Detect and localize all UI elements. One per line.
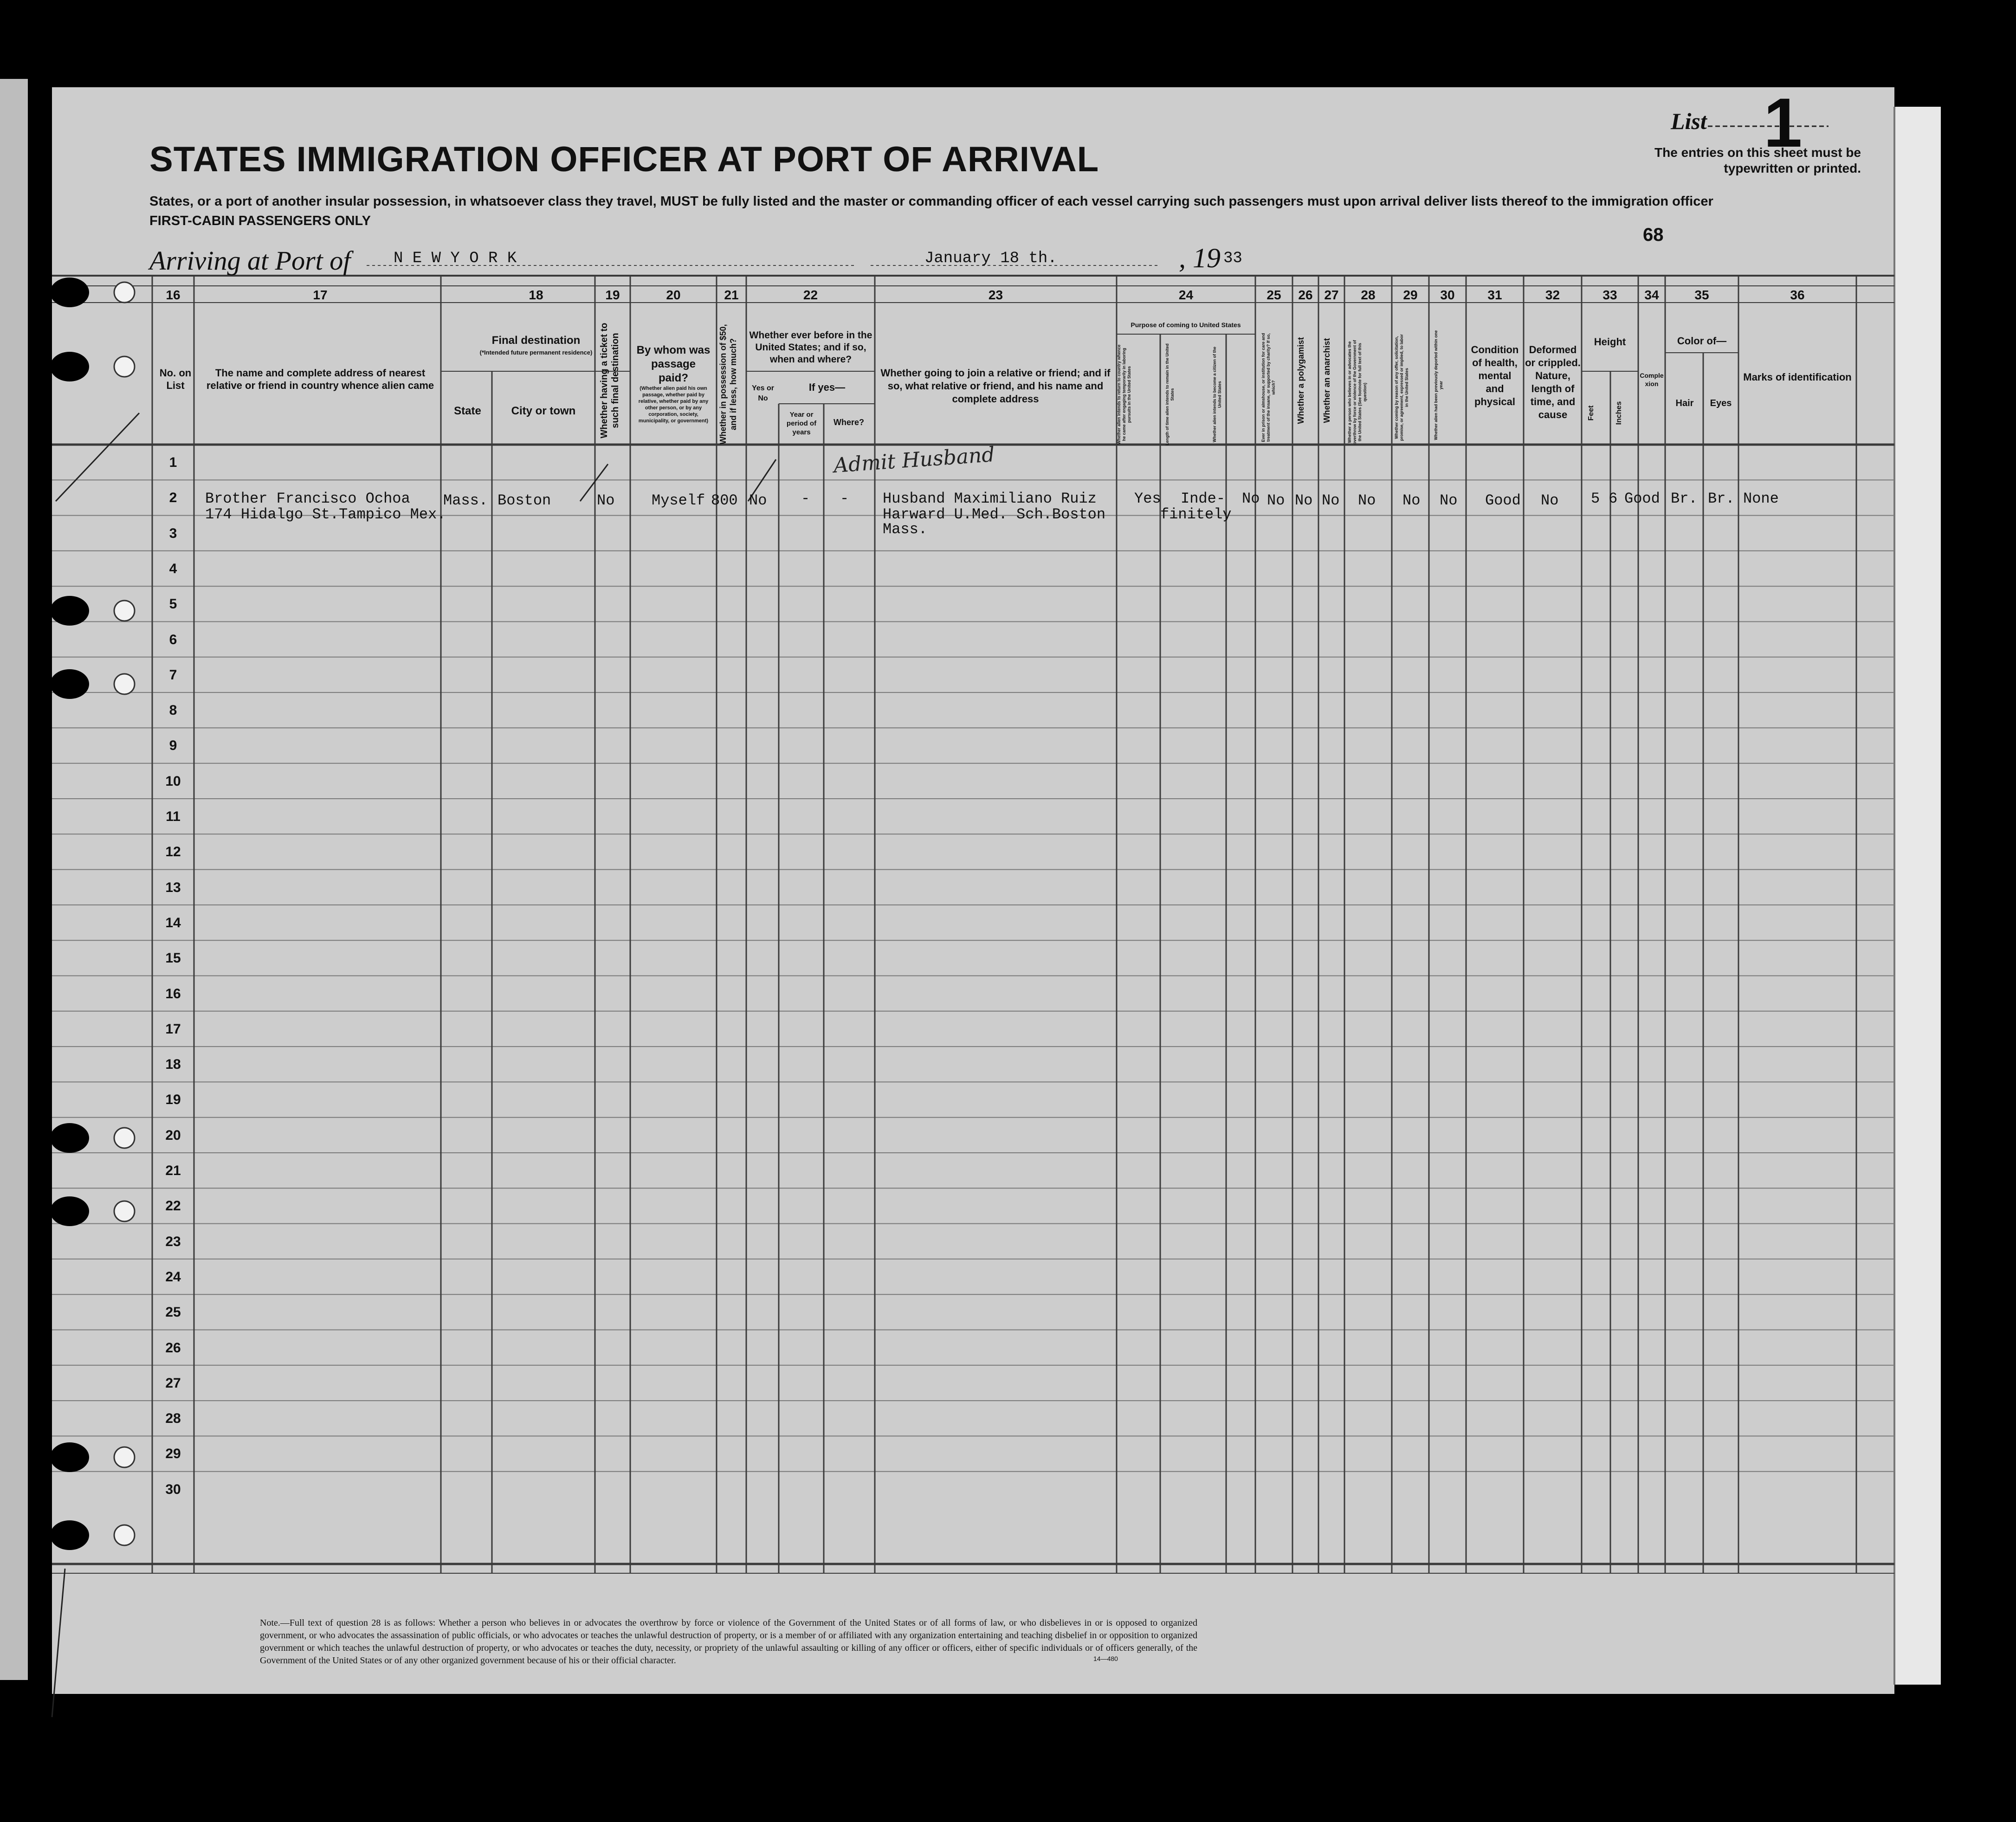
header-return: Whether alien intends to return to country whence he came after engaging temporarily in laboring pursuits in the United States xyxy=(1117,344,1131,445)
header-ever-before: Whether ever before in the United States; and if so, when and where? xyxy=(749,330,872,365)
length-of-stay-1: Inde- xyxy=(1181,490,1226,507)
ticket-value: No xyxy=(597,492,615,509)
col-num-28: 28 xyxy=(1361,288,1376,302)
row-number: 14 xyxy=(165,915,181,930)
page-number: 68 xyxy=(1643,225,1664,245)
header-complexion: Complexion xyxy=(1640,372,1664,388)
punch-hole xyxy=(50,278,89,307)
header-prison: Ever in prison or almshouse, or institution for care and treatment of the insane, or supported by charity? If so, which? xyxy=(1261,333,1276,442)
reinforcement-ring xyxy=(114,1201,135,1221)
col-num-24: 24 xyxy=(1178,288,1194,302)
row-number: 9 xyxy=(169,738,177,754)
list-number: 1 xyxy=(1764,84,1803,162)
col-num-18: 18 xyxy=(529,288,543,302)
reinforcement-ring xyxy=(114,601,135,621)
row-number: 17 xyxy=(165,1021,181,1037)
header-deported: Whether alien had been previously deported within one year xyxy=(1434,330,1443,440)
header-citizen: Whether alien intends to become a citizen of the United States xyxy=(1212,346,1222,443)
row-number: 26 xyxy=(165,1340,181,1356)
year-prefix: , 19 xyxy=(1179,243,1221,273)
arrival-date: January 18 th. xyxy=(924,250,1057,267)
destination-state: Mass. xyxy=(443,492,488,509)
col-num-26: 26 xyxy=(1298,288,1313,302)
height-inches: 6 xyxy=(1609,490,1618,507)
punch-hole xyxy=(50,1442,89,1472)
complexion-value: Good xyxy=(1624,490,1660,507)
relative-address: 174 Hidalgo St.Tampico Mex. xyxy=(205,506,446,523)
row-number: 16 xyxy=(165,986,181,1001)
col-num-35: 35 xyxy=(1694,288,1709,302)
header-length-of-stay: Length of time alien intends to remain in the United States xyxy=(1165,343,1175,446)
col-num-36: 36 xyxy=(1790,288,1805,302)
overthrow-value: No xyxy=(1358,492,1376,509)
list-label: List xyxy=(1671,108,1707,134)
col-num-34: 34 xyxy=(1644,288,1659,302)
header-eyes: Eyes xyxy=(1710,398,1732,408)
identification-marks: None xyxy=(1743,490,1779,507)
col-num-33: 33 xyxy=(1602,288,1617,302)
col-num-17: 17 xyxy=(313,288,328,302)
header-health: Condition of health, mental and physical xyxy=(1471,344,1519,407)
row-number: 11 xyxy=(166,809,181,824)
row-number: 5 xyxy=(169,596,177,612)
punch-hole xyxy=(50,669,89,699)
health-value: Good xyxy=(1485,492,1521,509)
row-number: 19 xyxy=(165,1092,181,1108)
header-yes-no: Yes or No xyxy=(751,384,775,402)
header-ticket: Whether having a ticket to such final destination xyxy=(599,323,620,439)
polygamist-value: No xyxy=(1295,492,1313,509)
passage-paid-by: Myself xyxy=(652,492,705,509)
col-num-25: 25 xyxy=(1266,288,1281,302)
punch-hole xyxy=(50,596,89,626)
col-num-23: 23 xyxy=(988,288,1003,302)
col-num-30: 30 xyxy=(1440,288,1455,302)
anarchist-value: No xyxy=(1322,492,1340,509)
header-nearest-relative: The name and complete address of nearest relative or friend in country whence alien came xyxy=(206,367,434,391)
row-number: 4 xyxy=(169,561,177,576)
col-num-22: 22 xyxy=(803,288,818,302)
header-year: Year or period of years xyxy=(786,411,817,436)
col-num-20: 20 xyxy=(666,288,681,302)
header-passage-paid: By whom was passage paid? xyxy=(636,344,711,384)
ever-before-value: No xyxy=(749,492,767,509)
relative-name: Brother Francisco Ochoa xyxy=(205,490,410,507)
row-number: 1 xyxy=(169,455,177,470)
header-overthrow: Whether a person who believes in or advocates the overthrow by force or violence of the Government of the United States (See footnote for full text of this question) xyxy=(1347,340,1367,445)
row-number: 25 xyxy=(165,1305,181,1320)
row-number: 29 xyxy=(165,1446,181,1462)
punch-hole xyxy=(50,1520,89,1550)
row-number: 2 xyxy=(169,490,177,506)
join-relative-state: Mass. xyxy=(883,521,928,538)
header-deformed: Deformed or crippled. Nature, length of time, and cause xyxy=(1525,344,1581,420)
join-relative-name: Husband Maximiliano Ruiz xyxy=(883,490,1097,507)
row-number: 30 xyxy=(165,1481,181,1497)
citizen-value: No xyxy=(1242,490,1260,507)
header-purpose: Purpose of coming to United States xyxy=(1131,321,1241,329)
col-num-16: 16 xyxy=(166,288,181,302)
money-amount: 800 xyxy=(711,492,738,509)
header-join-relative: Whether going to join a relative or friend; and if so, what relative or friend, and his name and complete address xyxy=(880,367,1111,405)
header-final-destination: Final destination xyxy=(491,334,581,347)
join-relative-address: Harward U.Med. Sch.Boston xyxy=(883,506,1106,523)
row-number: 22 xyxy=(165,1198,181,1214)
row-number: 23 xyxy=(165,1234,181,1249)
header-feet: Feet xyxy=(1587,405,1595,421)
header-marks: Marks of identification xyxy=(1743,371,1852,383)
row-number: 7 xyxy=(169,667,177,683)
col-num-31: 31 xyxy=(1487,288,1502,302)
header-hair: Hair xyxy=(1675,398,1694,408)
passenger-class: FIRST-CABIN PASSENGERS ONLY xyxy=(149,213,371,228)
row-number: 15 xyxy=(165,950,181,966)
eye-color: Br. xyxy=(1708,490,1735,507)
handwritten-annotation: Admit Husband xyxy=(833,442,995,478)
header-state: State xyxy=(454,405,481,417)
reinforcement-ring xyxy=(114,1525,135,1545)
col-num-27: 27 xyxy=(1324,288,1339,302)
form-sheet xyxy=(52,87,1894,1694)
row-number: 27 xyxy=(165,1375,181,1391)
row-number: 6 xyxy=(169,632,177,647)
header-no-on-list: No. on List xyxy=(159,367,192,391)
header-color-of: Color of— xyxy=(1677,335,1727,347)
labor-offer-value: No xyxy=(1402,492,1421,509)
row-number: 12 xyxy=(165,844,181,860)
form-title: STATES IMMIGRATION OFFICER AT PORT OF ARRIVAL xyxy=(149,140,1099,179)
form-instructions: States, or a port of another insular possession, in whatsoever class they travel, MUST be fully listed and the master or commanding officer of each vessel carrying such passengers must upon arrival deliver lists thereof to the immigration officer xyxy=(149,194,1713,209)
reinforcement-ring xyxy=(114,356,135,377)
punch-hole xyxy=(50,352,89,381)
reinforcement-ring xyxy=(114,282,135,303)
year-suffix: 33 xyxy=(1223,250,1242,267)
header-passage-paid-note: (Whether alien paid his own passage, whether paid by relative, whether paid by any other person, or by any corporation, society, municipality, or government) xyxy=(638,386,709,424)
header-anarchist: Whether an anarchist xyxy=(1322,338,1331,423)
reinforcement-ring xyxy=(114,1447,135,1467)
header-final-destination-note: (*Intended future permanent residence) xyxy=(479,349,593,356)
header-height: Height xyxy=(1594,336,1626,348)
port-label: Arriving at Port of xyxy=(149,246,351,276)
prison-value: No xyxy=(1267,492,1285,509)
punch-hole xyxy=(50,1123,89,1153)
row-number: 10 xyxy=(165,773,181,789)
row-number: 18 xyxy=(165,1057,181,1073)
col-num-32: 32 xyxy=(1545,288,1560,302)
row-number: 20 xyxy=(165,1127,181,1143)
row-number: 13 xyxy=(165,879,181,895)
adjacent-page-edge xyxy=(0,79,28,1680)
form-number: 14—480 xyxy=(1093,1655,1118,1662)
reinforcement-ring xyxy=(114,674,135,694)
hair-color: Br. xyxy=(1671,490,1698,507)
row-number: 8 xyxy=(169,703,177,718)
right-page-edge xyxy=(1894,107,1941,1685)
col-num-29: 29 xyxy=(1403,288,1418,302)
year-value: - xyxy=(801,490,810,507)
header-money: Whether in possession of $50, and if less, how much? xyxy=(718,324,738,445)
return-value: Yes xyxy=(1134,490,1161,507)
footnote-question-28: Note.—Full text of question 28 is as follows: Whether a person who believes in or advocates the overthrow by force or violence of the Government of the United States or of all forms of law, or who disbelieves in or is opposed to organized government, or who advocates the assassination of public officials, or who advocates or teaches the unlawful destruction of property, or is a member of or affiliated with any organization entertaining and teaching disbelief in or opposition to organized government or which teaches the unlawful destruction of property, or who advocates or teaches the duty, necessity, or propriety of the unlawful assaulting or killing of any officer or officers, either of specific individuals or of officers generally, of the Government of the United States or of any other organized government because of his or their official character. xyxy=(260,1618,1197,1666)
row-number: 3 xyxy=(169,525,177,541)
row-number: 21 xyxy=(165,1163,181,1178)
destination-city: Boston xyxy=(498,492,551,509)
row-number: 28 xyxy=(165,1411,181,1427)
punch-hole xyxy=(50,1196,89,1226)
header-polygamist: Whether a polygamist xyxy=(1296,337,1305,424)
col-num-21: 21 xyxy=(724,288,739,302)
height-feet: 5 xyxy=(1591,490,1600,507)
port-value: N E W Y O R K xyxy=(394,250,517,267)
deported-value: No xyxy=(1440,492,1458,509)
length-of-stay-2: finitely xyxy=(1160,506,1232,523)
deformed-value: No xyxy=(1541,492,1559,509)
col-num-19: 19 xyxy=(605,288,620,302)
header-city: City or town xyxy=(511,405,576,417)
header-inches: Inches xyxy=(1615,401,1623,425)
reinforcement-ring xyxy=(114,1128,135,1148)
header-labor-offer: Whether coming by reason of any offer, solicitation, promise, or agreement, expressed or implied, to labor in the United States xyxy=(1394,334,1409,441)
entries-note: The entries on this sheet must be typewritten or printed. xyxy=(1654,145,1861,175)
where-value: - xyxy=(840,490,849,507)
header-if-yes: If yes— xyxy=(808,381,846,393)
header-where: Where? xyxy=(833,418,864,427)
row-number: 24 xyxy=(165,1269,181,1285)
